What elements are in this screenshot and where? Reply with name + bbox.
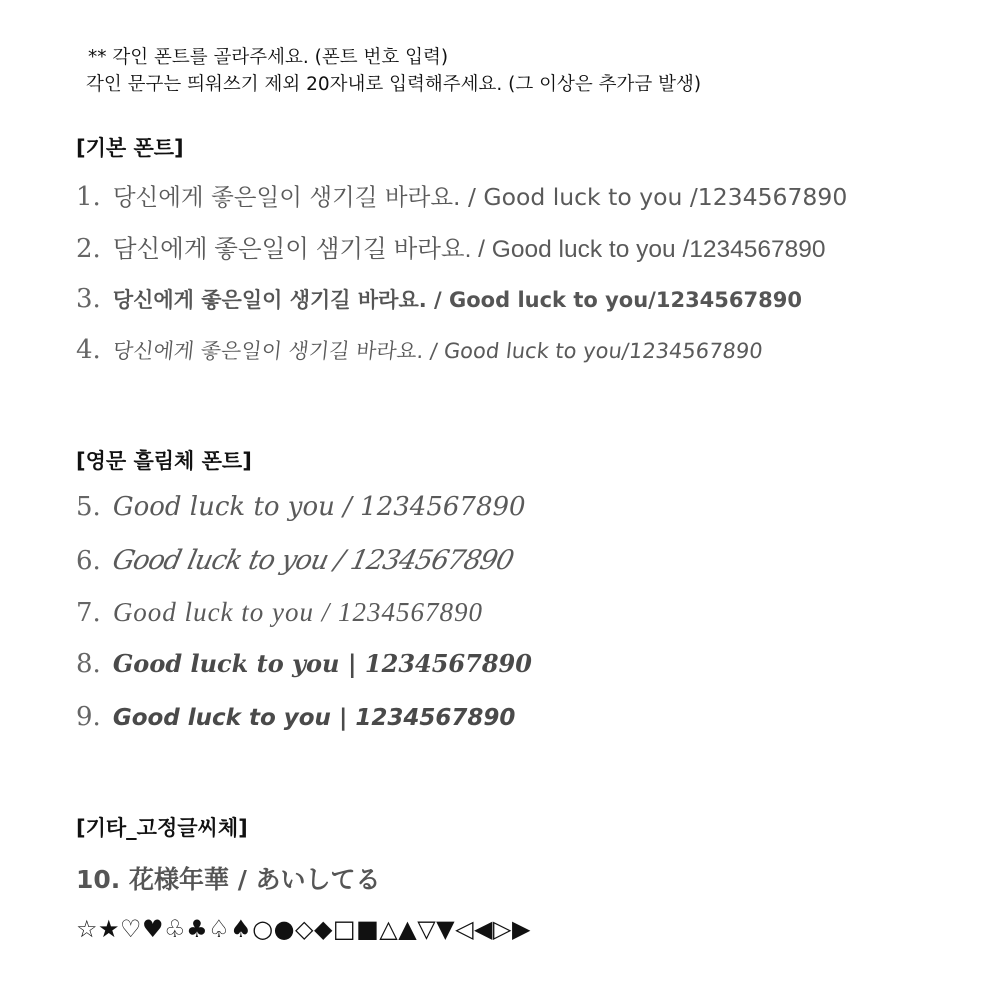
font-sample: Good luck to you / 1234567890: [109, 545, 516, 576]
font-sample: 당신에게 좋은일이 생기길 바라요. / Good luck to you /1234567890: [112, 183, 848, 211]
font-number: 9.: [76, 702, 101, 732]
font-option-3: [76, 284, 802, 314]
font-option-10: 10. 花様年華 / あいしてる: [76, 865, 381, 894]
notice-line-2: 각인 문구는 띄워쓰기 제외 20자내로 입력해주세요. (그 이상은 추가금 발생): [86, 74, 702, 95]
font-sample: Good luck to you | 1234567890: [112, 649, 532, 678]
font-option-4: [76, 335, 762, 365]
font-sample: Good luck to you / 1234567890: [112, 597, 484, 627]
script-font-heading: [영문 흘림체 폰트]: [76, 449, 252, 473]
basic-font-heading: [기본 폰트]: [76, 136, 184, 160]
symbol-list: ☆★♡♥♧♣♤♠○●◇◆□■△▲▽▼◁◀▷▶: [76, 915, 531, 943]
font-option-8: [76, 649, 532, 679]
font-number: 3.: [76, 284, 101, 314]
font-option-7: [76, 597, 483, 628]
notice-line-1: ** 각인 폰트를 골라주세요. (폰트 번호 입력): [88, 47, 449, 68]
font-number: 2.: [76, 234, 101, 264]
font-option-5: [76, 492, 526, 522]
font-number: 7.: [76, 598, 101, 628]
font-sample: 담신에게 좋은일이 샘기길 바라요. / Good luck to you /1234567890: [112, 236, 826, 263]
font-sample: 당신에게 좋은일이 생기길 바라요. / Good luck to you/1234567890: [112, 288, 802, 312]
font-number: 6.: [76, 546, 101, 576]
font-number: 4.: [76, 335, 101, 365]
font-sample: Good luck to you | 1234567890: [112, 705, 516, 731]
font-option-1: [76, 178, 847, 212]
font-option-9: [76, 702, 515, 732]
font-option-2: [76, 230, 826, 265]
font-sample: 당신에게 좋은일이 생기길 바라요. / Good luck to you/1234567890: [111, 339, 764, 363]
font-number: 8.: [76, 649, 101, 679]
font-number: 5.: [76, 492, 101, 522]
font-number: 1.: [76, 182, 101, 212]
font-sample: Good luck to you / 1234567890: [112, 492, 526, 522]
fixed-font-heading: [기타_고정글씨체]: [76, 816, 248, 840]
engraving-notice: [88, 44, 701, 98]
font-option-6: [76, 545, 516, 576]
